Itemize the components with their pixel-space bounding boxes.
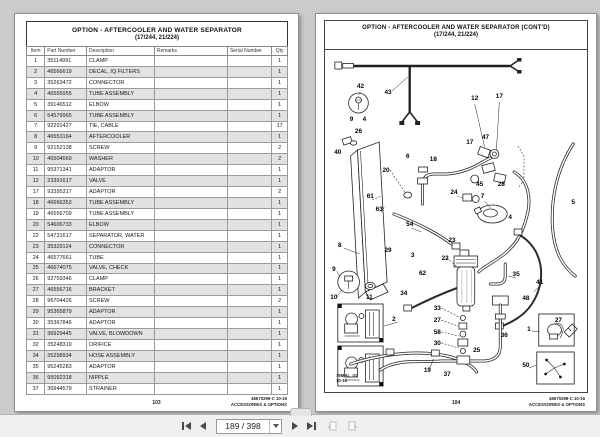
inset-engine-view-1 [338, 304, 383, 342]
previous-page-button[interactable] [198, 418, 208, 434]
table-row: 8 46553164 AFTERCOOLER 1 [27, 132, 288, 143]
column-header: Description [87, 47, 155, 56]
table-row: 30 35367846 ADAPTOR 1 [27, 318, 288, 329]
table-row: 23 35329124 CONNECTOR 1 [27, 241, 288, 252]
page-subtitle: (17/244, 21/224) [433, 32, 479, 38]
diagram-callout: 27 [554, 316, 562, 325]
diagram-callout: 11 [365, 293, 373, 302]
diagram-callout: 33 [433, 304, 441, 313]
table-row: 1 35114991 CLAMP 1 [27, 56, 288, 67]
table-row: 28 96704426 SCREW 2 [27, 296, 288, 307]
next-view-button[interactable] [345, 418, 361, 434]
parts-table [26, 46, 288, 395]
table-row: 17 93395317 ADAPTOR 2 [27, 187, 288, 198]
diagram-callout: 23 [448, 236, 456, 245]
diagram-callout: 17 [495, 92, 503, 101]
diagram-callout: 62 [418, 269, 427, 278]
diagram-callout: 12 [471, 94, 479, 103]
diagram-callout: 1 [527, 325, 531, 334]
table-row: 12 23391617 VALVE 1 [27, 176, 288, 187]
table-row: 22 54731617 SEPARATOR, WATER 1 [27, 230, 288, 241]
diagram-callout: 29 [384, 246, 392, 255]
fittings-cluster [463, 146, 524, 203]
diagram-callout: 30 [433, 339, 441, 348]
doc-section: ACCESSORIES & OPTIONS [528, 402, 585, 408]
diagram-callout: 4 [362, 115, 367, 124]
table-row: 26 92759346 CLAMP 1 [27, 274, 288, 285]
parts-diagram [325, 46, 587, 392]
doc-reference [231, 396, 287, 408]
diagram-callout: 7 [480, 192, 485, 201]
table-row: 27 46556716 BRACKET 1 [27, 285, 288, 296]
next-page-icon [292, 422, 298, 430]
diagram-callout: 22 [441, 254, 449, 263]
table-row: 35 95245283 ADAPTOR 1 [27, 361, 288, 372]
diagram-callout: 17 [466, 138, 474, 147]
bracket-27 [564, 324, 577, 337]
diagram-callout: 8 [337, 241, 342, 250]
diagram-area [325, 46, 587, 392]
table-row: 29 95365879 ADAPTOR 1 [27, 307, 288, 318]
table-row: 32 35248319 ORIFICE 1 [27, 339, 288, 350]
table-row: 9 92152138 SCREW 2 [27, 143, 288, 154]
first-page-button[interactable] [179, 418, 193, 434]
diagram-callout: 19 [423, 366, 431, 375]
page-subtitle: (17/244, 21/224) [134, 35, 180, 41]
diagram-callout: 27 [433, 316, 441, 325]
diagram-callout: 24 [450, 188, 458, 197]
diagram-callout: 48 [522, 294, 530, 303]
diagram-callout: 6 [405, 152, 410, 161]
hose-34 [404, 288, 457, 311]
diagram-callout: 37 [443, 370, 451, 379]
table-row: 3 35263472 CONNECTOR 1 [27, 77, 288, 88]
doc-code: 46670299-C 10-16 [251, 396, 287, 402]
viewer-toolbar [0, 414, 600, 437]
column-header: Part Number [45, 47, 87, 56]
table-row: 36 95092318 NIPPLE 1 [27, 372, 288, 383]
previous-view-button[interactable] [324, 418, 340, 434]
parts-table-wrap [26, 46, 288, 395]
table-row: 6 54579965 TUBE ASSEMBLY 1 [27, 110, 288, 121]
diagram-callout: 35 [512, 270, 520, 279]
next-page-button[interactable] [290, 418, 300, 434]
diagram-callout: 5 [571, 198, 575, 207]
diagram-callout: 9 [332, 265, 336, 274]
diagram-callout: 47 [481, 133, 490, 142]
table-row: 18 46666353 TUBE ASSEMBLY 1 [27, 197, 288, 208]
diagram-callout: 18 [429, 155, 437, 164]
table-row: 4 46565955 TUBE ASSEMBLY 1 [27, 88, 288, 99]
column-header: Remarks [154, 47, 227, 56]
table-row: 20 54606733 ELBOW 1 [27, 219, 288, 230]
diagram-callout: 50 [522, 361, 530, 370]
doc-reference [529, 396, 585, 408]
figure-reference: 76MAL_01 10-16 [336, 372, 358, 384]
tube-right-edge [552, 144, 575, 276]
diagram-callout: 54 [406, 220, 414, 229]
inset-harness [537, 352, 574, 384]
page-navigation [0, 415, 600, 437]
table-row: 10 46504669 WASHER 2 [27, 154, 288, 165]
diagram-callout: 2 [392, 315, 396, 324]
diagram-callout: 9 [349, 115, 354, 124]
table-row: 11 95371341 ADAPTOR 1 [27, 165, 288, 176]
diagram-callout: 61 [366, 192, 374, 201]
diagram-callout: 28 [497, 180, 505, 189]
column-header: Serial Number [227, 47, 271, 56]
wire-harness [335, 58, 522, 125]
page-indicator[interactable]: 189 / 398 [225, 421, 261, 431]
diagram-callout: 10 [330, 293, 338, 302]
manual-page-right [315, 13, 597, 412]
right-page-content-box [324, 20, 588, 393]
doc-code: 46670299-C 10-16 [549, 396, 585, 402]
diagram-callout: 4 [508, 213, 512, 222]
diagram-callout: 3 [410, 251, 415, 260]
parts-table-header-row [27, 47, 288, 56]
previous-view-icon [326, 420, 338, 432]
page-number-combobox[interactable] [216, 419, 282, 434]
diagram-callout: 43 [384, 88, 392, 97]
diagram-callout: 45 [476, 180, 484, 189]
table-row: 7 92291427 TIE, CABLE 17 [27, 121, 288, 132]
page-number: 103 [152, 400, 161, 406]
table-row: 2 46566619 DECAL, IQ FILTERS 1 [27, 66, 288, 77]
table-row: 37 36944579 STRAINER 1 [27, 383, 288, 394]
first-page-icon [182, 422, 184, 430]
diagram-callout: 20 [382, 166, 390, 175]
last-page-icon [314, 422, 316, 430]
manual-page-left [14, 13, 299, 412]
page-title: OPTION - AFTERCOOLER AND WATER SEPARATOR (CONT'D) [362, 25, 550, 31]
table-row: 25 46674075 VALVE, CHECK 1 [27, 263, 288, 274]
diagram-callout: 42 [356, 82, 365, 91]
column-header: Qty [272, 47, 288, 56]
diagram-callout: 36 [500, 331, 508, 340]
page-title: OPTION - AFTERCOOLER AND WATER SEPARATOR [72, 27, 242, 34]
left-page-title-box [26, 21, 288, 49]
table-row: 34 35298934 HOSE ASSEMBLY 1 [27, 350, 288, 361]
table-row: 24 46577661 TUBE 1 [27, 252, 288, 263]
diagram-callout: 26 [354, 127, 363, 136]
diagram-callout: 34 [400, 289, 408, 298]
cap-detail [474, 205, 507, 223]
last-page-button[interactable] [305, 418, 319, 434]
diagram-callout: 41 [536, 278, 544, 287]
table-row: 19 46556709 TUBE ASSEMBLY 1 [27, 208, 288, 219]
page-number: 104 [451, 400, 461, 406]
table-row: 31 36929445 VALVE, BLOWDOWN 1 [27, 329, 288, 340]
previous-page-icon [200, 422, 206, 430]
next-view-icon [347, 420, 359, 432]
water-separator [454, 250, 478, 311]
chevron-down-icon[interactable] [269, 420, 281, 433]
diagram-callout: 40 [334, 148, 342, 157]
diagram-callout: 58 [433, 328, 441, 337]
fitting-chain [457, 315, 470, 364]
diagram-callout: 25 [473, 346, 481, 355]
clamp-parts [342, 137, 357, 146]
table-row: 5 39146512 ELBOW 1 [27, 99, 288, 110]
doc-section: ACCESSORIES & OPTIONS [230, 402, 287, 408]
column-header: Item [27, 47, 45, 56]
screw-detail-circle [349, 93, 369, 113]
diagram-callout: 63 [375, 205, 383, 214]
parts-table-body [27, 56, 288, 395]
